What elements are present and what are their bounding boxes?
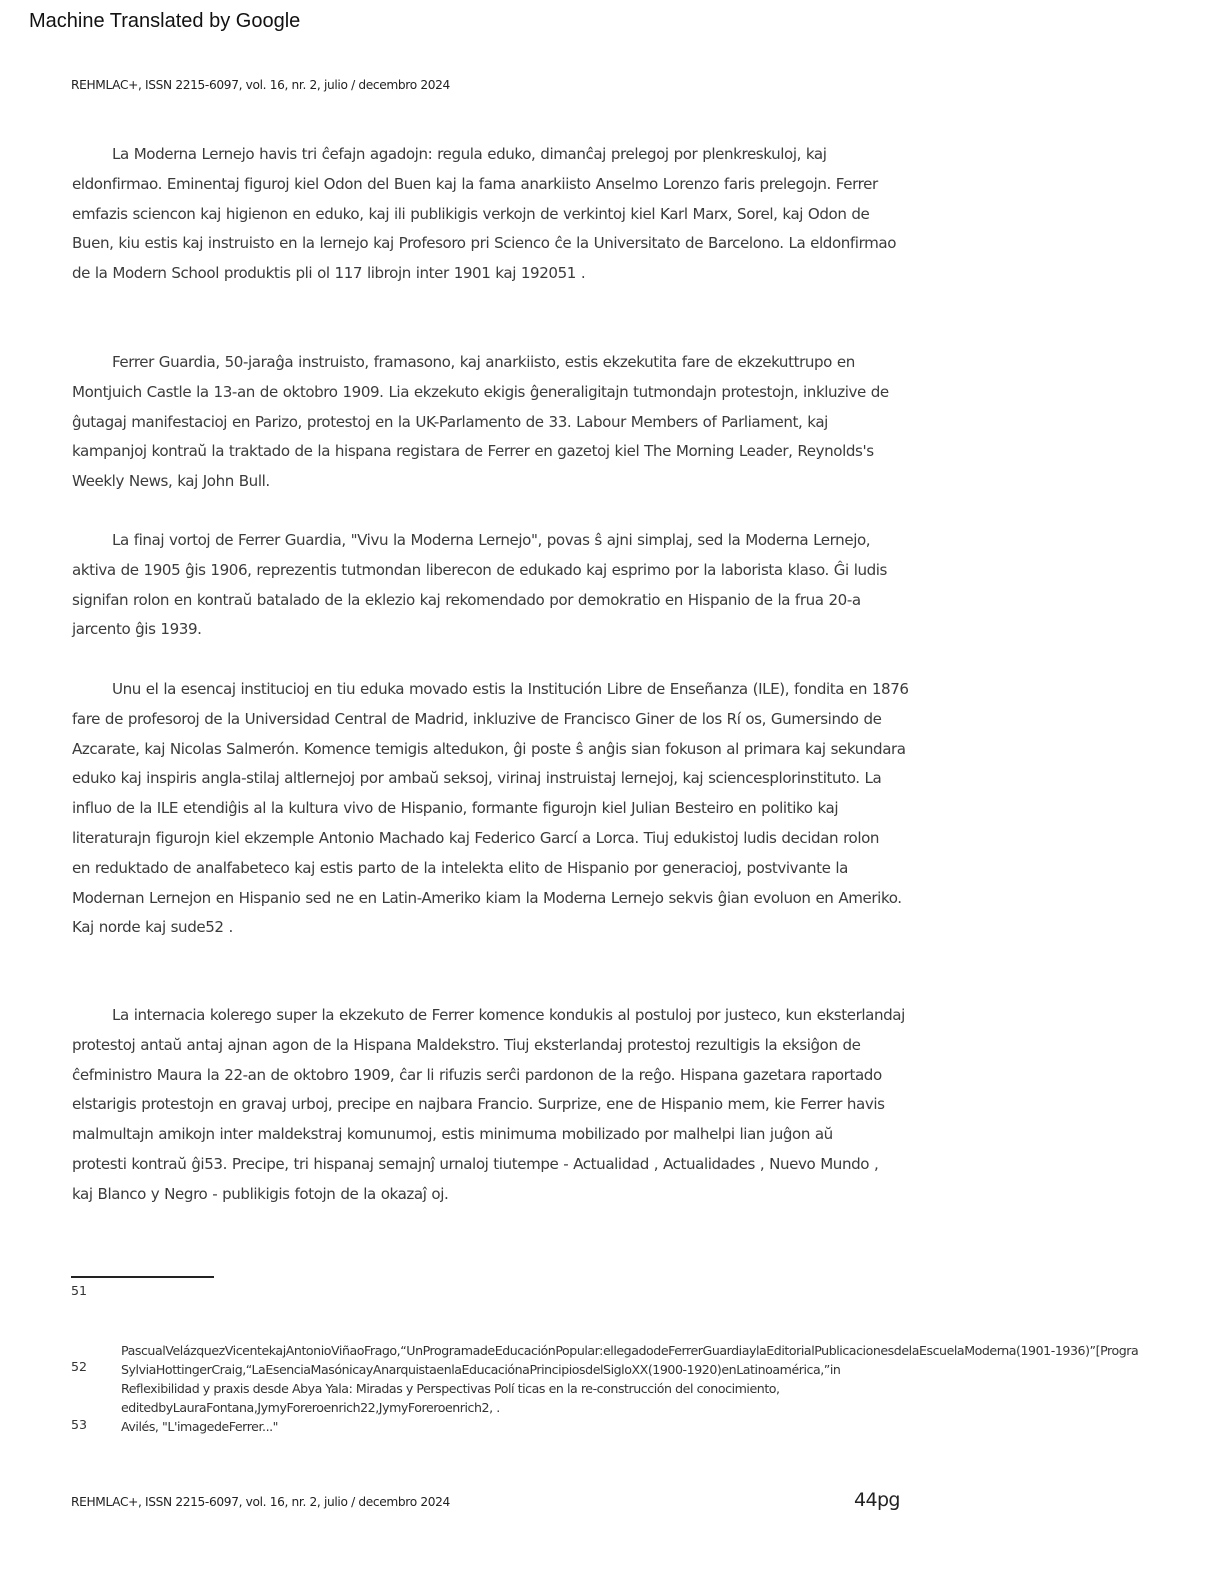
paragraph-5 [72,1001,1224,1210]
footnote-line: PascualVelázquezVicentekajAntonioViñaoFrago,“UnProgramadeEducaciónPopular:ellegadodeFerrerGuardiaylaEditorialPublicacionesdelaEscuelaModerna(1901-1936)”[Progra [121,1343,1139,1358]
text-line: aktiva de 1905 ĝis 1906, reprezentis tutmondan liberecon de edukado kaj esprimo por la laborista klaso. Ĝi ludis [72,560,887,579]
text-line: ĉefministro Maura la 22-an de oktobro 1909, ĉar li rifuzis serĉi pardonon de la reĝo. Hispana gazetara raportado [72,1065,882,1084]
footnote-number: 53 [71,1417,88,1432]
text-line: protestoj antaŭ antaj ajnan agon de la Hispana Maldekstro. Tiuj eksterlandaj protestoj rezultigis la eksiĝon de [72,1035,861,1054]
text-line: Unu el la esencaj institucioj en tiu eduka movado estis la Institución Libre de Enseñanza (ILE), fondita en 1876 [112,680,909,698]
text-line: Buen, kiu estis kaj instruisto en la lernejo kaj Profesoro pri Scienco ĉe la Universitato de Barcelono. La eldonfirmao [72,234,897,253]
text-line: protesti kontraŭ ĝi53. Precipe, tri hispanaj semajnĵ urnaloj tiutempe - Actualidad , Actualidades , Nuevo Mundo , [72,1154,879,1173]
paragraph-3 [72,526,1224,645]
text-line: literaturajn figurojn kiel ekzemple Antonio Machado kaj Federico Garcí a Lorca. Tiuj edukistoj ludis decidan rolon [72,828,880,847]
page-number: 44pg [854,1489,900,1511]
text-line: eduko kaj inspiris angla-stilaj altlernejoj por ambaŭ seksoj, virinaj instruistaj lernejoj, kaj sciencesplorinstituto. La [72,769,882,788]
text-line: La internacia kolerego super la ekzekuto de Ferrer komence kondukis al postuloj por justeco, kun eksterlandaj [112,1006,905,1024]
text-line: La Moderna Lernejo havis tri ĉefajn agadojn: regula eduko, dimanĉaj prelegoj por plenkreskuloj, kaj [112,145,827,163]
footnote-number: 51 [71,1283,88,1298]
footnotes [121,1341,1224,1436]
running-header: REHMLAC+, ISSN 2215-6097, vol. 16, nr. 2, julio / decembro 2024 [71,78,450,92]
text-line: elstarigis protestojn en gravaj urboj, precipe en najbara Francio. Surprize, ene de Hispanio mem, kie Ferrer havis [72,1095,885,1114]
text-line: jarcento ĝis 1939. [72,620,202,639]
text-line: Kaj norde kaj sude52 . [72,918,233,937]
footnote-number: 52 [71,1359,88,1374]
text-line: en reduktado de analfabeteco kaj estis parto de la intelekta elito de Hispanio por generacioj, postvivante la [72,858,849,877]
machine-translation-banner: Machine Translated by Google [29,10,301,32]
text-line: Montjuich Castle la 13-an de oktobro 1909. Lia ekzekuto ekigis ĝeneraligitajn tutmondajn protestojn, inkluzive de [72,382,889,401]
text-line: de la Modern School produktis pli ol 117 librojn inter 1901 kaj 192051 . [72,264,586,283]
text-line: kampanjoj kontraŭ la traktado de la hispana registara de Ferrer en gazetoj kiel The Morning Leader, Reynolds's [72,442,874,461]
text-line: Weekly News, kaj John Bull. [72,472,270,491]
text-line: influo de la ILE etendiĝis al la kultura vivo de Hispanio, formante figurojn kiel Julian Besteiro en politiko kaj [72,799,839,818]
text-line: fare de profesoroj de la Universidad Central de Madrid, inkluzive de Francisco Giner de los Rí os, Gumersindo de [72,709,882,728]
footnote-line: SylviaHottingerCraig,“LaEsenciaMasónicayAnarquistaenlaEducaciónaPrincipiosdelSigloXX(1900-1920)enLatinoamérica,”in [121,1362,841,1377]
text-line: signifan rolon en kontraŭ batalado de la eklezio kaj rekomendado por demokratio en Hispanio de la frua 20-a [72,590,861,609]
text-line: ĝutagaj manifestacioj en Parizo, protestoj en la UK-Parlamento de 33. Labour Members of Parliament, kaj [72,412,828,431]
footnote-line: Avilés, "L'imagedeFerrer..." [121,1419,279,1434]
text-line: emfazis sciencon kaj higienon en eduko, kaj ili publikigis verkojn de verkintoj kiel Karl Marx, Sorel, kaj Odon de [72,204,870,223]
text-line: Modernan Lernejon en Hispanio sed ne en Latin-Ameriko kiam la Moderna Lernejo sekvis ĝian evoluon en Ameriko. [72,888,902,907]
paragraph-4 [72,675,1224,943]
footnote-line: Reflexibilidad y praxis desde Abya Yala: Miradas y Perspectivas Polí ticas en la re-construcción del conocimiento, [121,1381,780,1396]
paragraph-1 [72,140,1224,289]
text-line: eldonfirmao. Eminentaj figuroj kiel Odon del Buen kaj la fama anarkiisto Anselmo Lorenzo faris prelegojn. Ferrer [72,174,878,193]
text-line: kaj Blanco y Negro - publikigis fotojn de la okazaĵ oj. [72,1184,449,1203]
footnote-line: editedbyLauraFontana,JymyForeroenrich22,JymyForeroenrich2, . [121,1400,500,1415]
text-line: malmultajn amikojn inter maldekstraj komunumoj, estis minimuma mobilizado por malhelpi lian juĝon aŭ [72,1125,833,1144]
running-footer: REHMLAC+, ISSN 2215-6097, vol. 16, nr. 2, julio / decembro 2024 [71,1495,450,1509]
text-line: Ferrer Guardia, 50-jaraĝa instruisto, framasono, kaj anarkiisto, estis ekzekutita fare de ekzekuttrupo en [112,353,855,371]
paragraph-2 [72,348,1224,497]
footnote-separator [71,1276,214,1278]
text-line: La finaj vortoj de Ferrer Guardia, "Vivu la Moderna Lernejo", povas ŝ ajni simplaj, sed la Moderna Lernejo, [112,531,871,549]
text-line: Azcarate, kaj Nicolas Salmerón. Komence temigis altedukon, ĝi poste ŝ anĝis sian fokuson al primara kaj sekundara [72,739,906,758]
